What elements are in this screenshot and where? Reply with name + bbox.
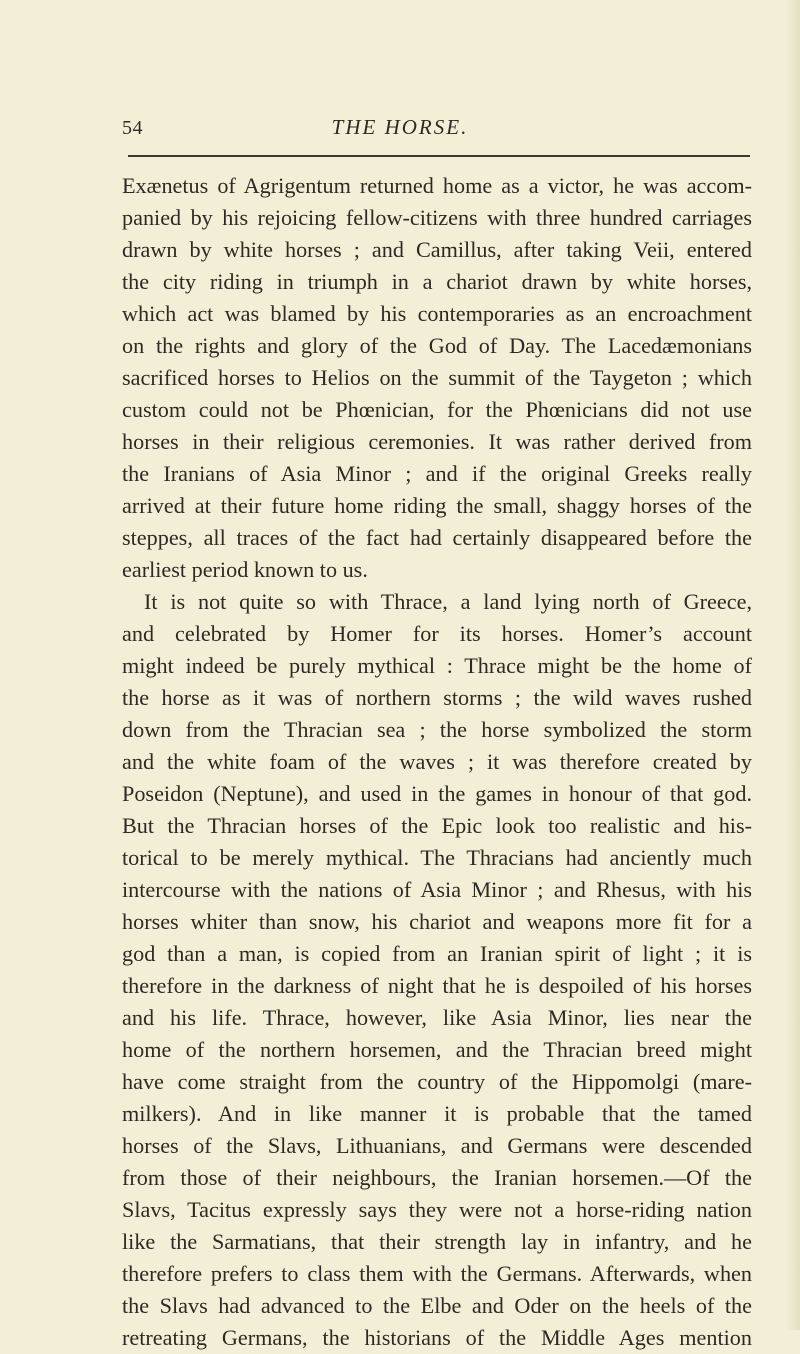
- text-line: and his life. Thrace, however, like Asia Minor, lies near the: [122, 1005, 752, 1030]
- text-line: steppes, all traces of the fact had certainly disappeared before the: [122, 525, 752, 550]
- text-line: the city riding in triumph in a chariot drawn by white horses,: [122, 269, 752, 294]
- text-line: home of the northern horsemen, and the Thracian breed might: [122, 1037, 752, 1062]
- page-edge-shadow: [786, 0, 800, 1330]
- text-line: milkers). And in like manner it is probable that the tamed: [122, 1101, 752, 1126]
- page-number: 54: [122, 117, 143, 139]
- text-line: custom could not be Phœnician, for the Phœnicians did not use: [122, 397, 752, 422]
- text-line: Exænetus of Agrigentum returned home as a victor, he was accom-: [122, 173, 752, 198]
- text-line: It is not quite so with Thrace, a land lying north of Greece,: [144, 589, 752, 614]
- text-line: the horse as it was of northern storms ; the wild waves rushed: [122, 685, 752, 710]
- text-line: horses in their religious ceremonies. It was rather derived from: [122, 429, 752, 454]
- text-line: Slavs, Tacitus expressly says they were not a horse-riding nation: [122, 1197, 752, 1222]
- text-line: on the rights and glory of the God of Day. The Lacedæmonians: [122, 333, 752, 358]
- text-line: like the Sarmatians, that their strength lay in infantry, and he: [122, 1229, 752, 1254]
- text-line: the Slavs had advanced to the Elbe and Oder on the heels of the: [122, 1293, 752, 1318]
- text-line: down from the Thracian sea ; the horse symbolized the storm: [122, 717, 752, 742]
- text-line: horses whiter than snow, his chariot and weapons more fit for a: [122, 909, 752, 934]
- text-line: Poseidon (Neptune), and used in the games in honour of that god.: [122, 781, 752, 806]
- text-line: the Iranians of Asia Minor ; and if the original Greeks really: [122, 461, 752, 486]
- text-line: drawn by white horses ; and Camillus, after taking Veii, entered: [122, 237, 752, 262]
- text-line: earliest period known to us.: [122, 557, 368, 582]
- text-line: and celebrated by Homer for its horses. Homer’s account: [122, 621, 752, 646]
- text-line: god than a man, is copied from an Iranian spirit of light ; it is: [122, 941, 752, 966]
- text-line: which act was blamed by his contemporaries as an encroachment: [122, 301, 752, 326]
- text-line: But the Thracian horses of the Epic look too realistic and his-: [122, 813, 752, 838]
- text-line: therefore in the darkness of night that he is despoiled of his horses: [122, 973, 752, 998]
- text-line: panied by his rejoicing fellow-citizens with three hundred carriages: [122, 205, 752, 230]
- body-text: [122, 170, 752, 1354]
- text-line: therefore prefers to class them with the Germans. Afterwards, when: [122, 1261, 752, 1286]
- text-line: retreating Germans, the historians of the Middle Ages mention: [122, 1325, 752, 1350]
- running-title: THE HORSE.: [331, 115, 469, 139]
- text-line: and the white foam of the waves ; it was therefore created by: [122, 749, 752, 774]
- text-line: sacrificed horses to Helios on the summit of the Taygeton ; which: [122, 365, 752, 390]
- text-line: arrived at their future home riding the small, shaggy horses of the: [122, 493, 752, 518]
- text-line: horses of the Slavs, Lithuanians, and Germans were descended: [122, 1133, 752, 1158]
- text-line: might indeed be purely mythical : Thrace might be the home of: [122, 653, 752, 678]
- text-line: have come straight from the country of the Hippomolgi (mare-: [122, 1069, 752, 1094]
- text-line: intercourse with the nations of Asia Minor ; and Rhesus, with his: [122, 877, 752, 902]
- header-rule: [128, 155, 750, 157]
- text-line: torical to be merely mythical. The Thracians had anciently much: [122, 845, 752, 870]
- text-line: from those of their neighbours, the Iranian horsemen.—Of the: [122, 1165, 752, 1190]
